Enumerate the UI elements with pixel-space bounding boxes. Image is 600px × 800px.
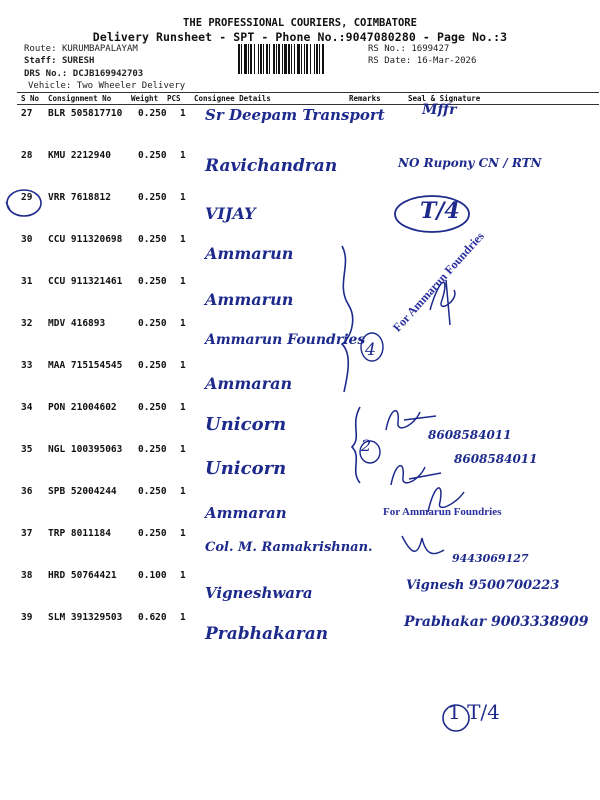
row-consignment: CCU 911321461: [48, 276, 123, 287]
row-weight: 0.250: [138, 528, 167, 539]
row-sno: 30: [21, 234, 33, 245]
row-weight: 0.250: [138, 318, 167, 329]
row-sno: 32: [21, 318, 33, 329]
table-row: [0, 444, 600, 486]
row-weight: 0.250: [138, 234, 167, 245]
row-pcs: 1: [180, 234, 186, 245]
row-consignee-handwriting: Vigneshwara: [205, 584, 313, 602]
row-sno: 39: [21, 612, 33, 623]
signature-scribble-d: [420, 478, 470, 518]
row-consignee-handwriting: Ammarun Foundries: [205, 332, 366, 348]
row-consignment: MAA 715154545: [48, 360, 123, 371]
row-consignee-handwriting: Ammaran: [205, 504, 287, 522]
brace-group-a: [332, 244, 392, 394]
col-weight: Weight: [131, 94, 159, 103]
row-signature-handwriting: NO Rupony CN / RTN: [398, 156, 542, 170]
row-signature-handwriting: 9443069127: [452, 552, 529, 565]
rs-no-value: 1699427: [411, 44, 450, 54]
row-pcs: 1: [180, 276, 186, 287]
row-weight: 0.250: [138, 150, 167, 161]
row-consignment: HRD 50764421: [48, 570, 117, 581]
table-row: [0, 276, 600, 318]
signature-scribble-a: [420, 270, 480, 330]
row-pcs: 1: [180, 444, 186, 455]
row-consignee-handwriting: Unicorn: [205, 414, 287, 435]
t4-circle-mark: [392, 193, 472, 235]
table-row: [0, 318, 600, 360]
row-consignment: TRP 8011184: [48, 528, 111, 539]
row-consignment: KMU 2212940: [48, 150, 111, 161]
row-sno: 37: [21, 528, 33, 539]
row-pcs: 1: [180, 570, 186, 581]
signature-scribble-e: [398, 530, 448, 560]
row-consignment: SLM 391329503: [48, 612, 123, 623]
vehicle-line: Vehicle: Two Wheeler Delivery: [28, 81, 186, 91]
vehicle-value: Two Wheeler Delivery: [76, 81, 186, 91]
table-row: [0, 102, 600, 150]
group-four-note: 4: [365, 340, 376, 360]
table-row: [0, 612, 600, 654]
row-pcs: 1: [180, 528, 186, 539]
footer-note: 1 T/4: [448, 700, 500, 724]
row-weight: 0.250: [138, 360, 167, 371]
row-consignment: BLR 505817710: [48, 108, 123, 119]
col-consignee: Consignee Details: [194, 94, 271, 103]
route-line: Route: KURUMBAPALAYAM: [24, 44, 138, 54]
row-consignment: VRR 7618812: [48, 192, 111, 203]
row-consignment: PON 21004602: [48, 402, 117, 413]
row-consignment: SPB 52004244: [48, 486, 117, 497]
col-pcs: PCS: [167, 94, 181, 103]
table-row: [0, 528, 600, 570]
signature-scribble-b: [380, 400, 440, 440]
row-pcs: 1: [180, 360, 186, 371]
header-top-rule: [17, 92, 599, 93]
staff-value: SURESH: [61, 56, 95, 66]
rs-no-line: RS No.: 1699427: [368, 44, 450, 54]
row-consignment: MDV 416893: [48, 318, 106, 329]
row-weight: 0.250: [138, 444, 167, 455]
row-sno: 31: [21, 276, 33, 287]
row-pcs: 1: [180, 486, 186, 497]
rs-date-line: RS Date: 16-Mar-2026: [368, 56, 477, 66]
rs-date-value: 16-Mar-2026: [416, 56, 477, 66]
row-sno: 36: [21, 486, 33, 497]
row-weight: 0.250: [138, 192, 167, 203]
staff-line: Staff: SURESH: [24, 56, 95, 66]
table-row: [0, 570, 600, 612]
row-sno: 35: [21, 444, 33, 455]
company-stamp-rotated: For Ammarun Foundries: [390, 229, 487, 335]
row-consignee-handwriting: Ravichandran: [205, 156, 338, 176]
row-sno: 29: [21, 192, 33, 203]
row-weight: 0.250: [138, 402, 167, 413]
row-consignee-handwriting: Prabhakaran: [205, 624, 329, 644]
row-pcs: 1: [180, 402, 186, 413]
col-seal: Seal & Signature: [408, 94, 481, 103]
row-consignee-handwriting: Ammarun: [205, 290, 294, 309]
group-two-note: 2: [361, 436, 372, 455]
row-signature-handwriting: Mffr: [422, 102, 457, 118]
row-signature-handwriting: Vignesh 9500700223: [406, 578, 560, 593]
company-title: THE PROFESSIONAL COURIERS, COIMBATORE: [183, 17, 417, 29]
row-sno: 38: [21, 570, 33, 581]
row-weight: 0.250: [138, 276, 167, 287]
row-consignee-handwriting: Sr Deepam Transport: [205, 106, 385, 124]
row-weight: 0.250: [138, 486, 167, 497]
drs-value: DCJB169942703: [72, 69, 144, 79]
table-row: [0, 150, 600, 192]
row-consignee-handwriting: VIJAY: [205, 204, 256, 223]
row-consignment: NGL 100395063: [48, 444, 123, 455]
row-signature-handwriting: 8608584011: [428, 428, 512, 442]
row-sno: 33: [21, 360, 33, 371]
company-stamp-horizontal: For Ammarun Foundries: [383, 506, 502, 518]
table-row: [0, 234, 600, 276]
row-signature-handwriting: T/4: [420, 198, 460, 224]
row-consignee-handwriting: Ammaran: [205, 374, 293, 393]
row-pcs: 1: [180, 612, 186, 623]
drs-line: DRS No.: DCJB169942703: [24, 69, 144, 79]
table-row: [0, 360, 600, 402]
row-pcs: 1: [180, 150, 186, 161]
col-consignment: Consignment No: [48, 94, 112, 103]
row-pcs: 1: [180, 192, 186, 203]
barcode-image: [237, 44, 365, 74]
row-consignment: CCU 911320698: [48, 234, 123, 245]
row-sno: 27: [21, 108, 33, 119]
route-value: KURUMBAPALAYAM: [61, 44, 138, 54]
row-consignee-handwriting: Unicorn: [205, 458, 287, 479]
row-sno: 28: [21, 150, 33, 161]
row-sno: 34: [21, 402, 33, 413]
table-row: [0, 192, 600, 234]
col-remarks: Remarks: [349, 94, 381, 103]
row-weight: 0.620: [138, 612, 167, 623]
row-pcs: 1: [180, 108, 186, 119]
row-signature-handwriting: 8608584011: [454, 452, 538, 466]
table-row: [0, 486, 600, 528]
runsheet-subtitle: Delivery Runsheet - SPT - Phone No.:9047080280 - Page No.:3: [92, 30, 508, 44]
row-consignee-handwriting: Col. M. Ramakrishnan.: [205, 540, 373, 555]
circle-mark: [4, 188, 44, 218]
row-signature-handwriting: Prabhakar 9003338909: [404, 614, 589, 630]
table-row: [0, 402, 600, 444]
col-sno: S No: [21, 94, 40, 103]
header-bottom-rule: [17, 104, 599, 105]
row-weight: 0.250: [138, 108, 167, 119]
row-consignee-handwriting: Ammarun: [205, 244, 294, 263]
row-weight: 0.100: [138, 570, 167, 581]
row-pcs: 1: [180, 318, 186, 329]
